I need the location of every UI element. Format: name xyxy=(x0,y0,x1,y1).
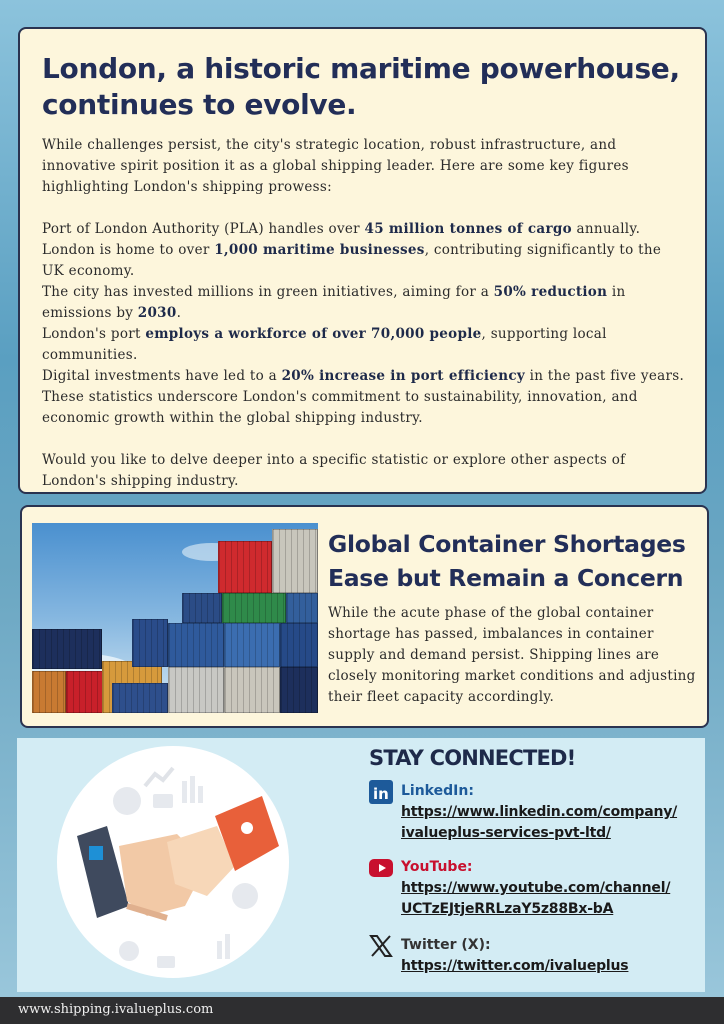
twitter-label: Twitter (X): xyxy=(401,937,491,953)
question-paragraph: Would you like to delve deeper into a specific statistic or explore other aspects of London's shipping industry. xyxy=(42,452,626,489)
footer-bar xyxy=(0,997,724,1024)
footer-website[interactable]: www.shipping.ivalueplus.com xyxy=(18,1002,214,1017)
stat-line: Digital investments have led to a 20% increase in port efficiency in the past five years. xyxy=(42,368,685,384)
connect-panel xyxy=(17,738,705,992)
linkedin-icon xyxy=(369,780,393,804)
x-logo-icon xyxy=(369,934,393,958)
handshake-illustration xyxy=(57,746,289,978)
container-title: Global Container Shortages Ease but Remain a Concern xyxy=(328,530,686,592)
twitter-link[interactable]: https://twitter.com/ivalueplus xyxy=(401,958,629,974)
stat-highlight: employs a workforce of over 70,000 people xyxy=(145,326,482,342)
stat-line: London's port employs a workforce of over 70,000 people, supporting local communities. xyxy=(42,326,607,363)
linkedin-label: LinkedIn: xyxy=(401,783,474,799)
stat-highlight: 20% increase in port efficiency xyxy=(281,368,525,384)
intro-paragraph: While challenges persist, the city's strategic location, robust infrastructure, and innovative spirit position it as a global shipping leader. Here are some key figures highlighting London's shipping prowess: xyxy=(42,137,629,195)
summary-paragraph: These statistics underscore London's commitment to sustainability, innovation, and economic growth within the global shipping industry. xyxy=(42,389,638,426)
youtube-link[interactable]: https://www.youtube.com/channel/ UCTzEJtjeRRLzaY5z88Bx-bA xyxy=(401,880,671,917)
london-body xyxy=(42,135,685,492)
svg-text:in: in xyxy=(373,785,389,803)
stat-highlight: 50% reduction xyxy=(493,284,608,300)
stat-line: The city has invested millions in green initiatives, aiming for a 50% reduction in emissions by 2030. xyxy=(42,284,626,321)
youtube-icon xyxy=(369,856,393,880)
stat-highlight: 2030 xyxy=(137,305,177,321)
stat-highlight: 1,000 maritime businesses xyxy=(214,242,425,258)
stat-highlight: 45 million tonnes of cargo xyxy=(364,221,572,237)
london-card xyxy=(18,27,707,494)
stay-connected-heading: STAY CONNECTED! xyxy=(369,746,576,770)
stat-line: London is home to over 1,000 maritime businesses, contributing significantly to the UK economy. xyxy=(42,242,662,279)
youtube-label: YouTube: xyxy=(401,859,473,875)
stat-line: Port of London Authority (PLA) handles over 45 million tonnes of cargo annually. xyxy=(42,221,641,237)
container-body: While the acute phase of the global container shortage has passed, imbalances in container supply and demand persist. Shipping lines are closely monitoring market conditions and adjusting their fleet capacity accordingly. xyxy=(328,605,696,705)
container-stack-image xyxy=(32,523,318,713)
london-title: London, a historic maritime powerhouse, continues to evolve. xyxy=(42,52,680,121)
container-card xyxy=(20,505,709,728)
linkedin-link[interactable]: https://www.linkedin.com/company/ ivalueplus-services-pvt-ltd/ xyxy=(401,804,678,841)
